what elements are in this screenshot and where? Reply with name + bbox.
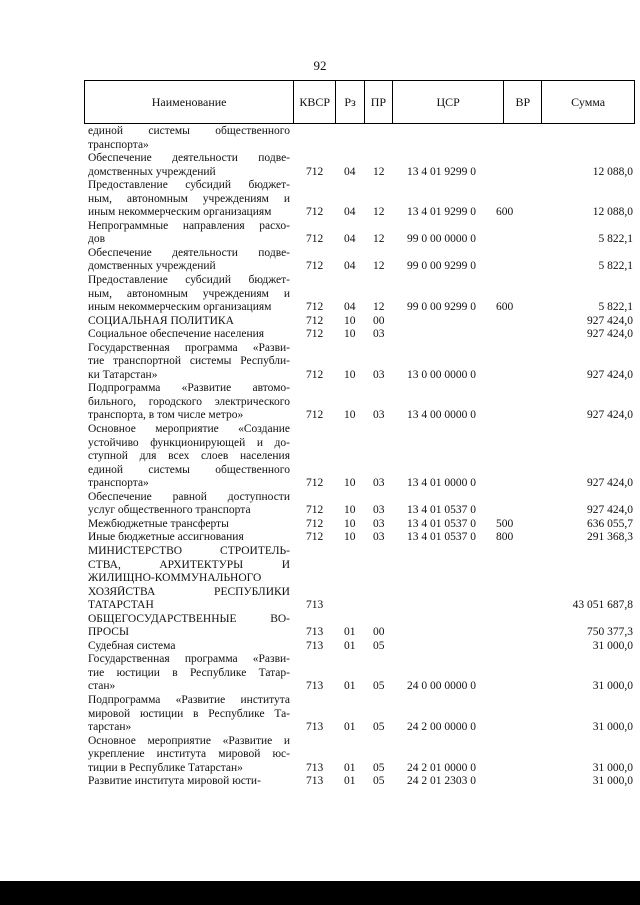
cell-sum: 31 000,0	[592, 639, 633, 652]
cell-sum: 31 000,0	[592, 680, 633, 693]
cell-csr: 13 4 01 0537 0	[407, 517, 476, 530]
row-name-line: единой системы общественного	[88, 463, 290, 476]
cell-kvsr: 712	[306, 165, 324, 178]
row-name-line: ным, автономным учреждениям и	[88, 192, 290, 205]
row-name-line: Иные бюджетные ассигнования	[88, 531, 244, 544]
cell-sum: 12 088,0	[592, 206, 633, 219]
cell-pr: 05	[373, 721, 385, 734]
row-values	[88, 409, 633, 423]
cell-rz: 01	[344, 639, 356, 652]
cell-csr: 99 0 00 0000 0	[407, 233, 476, 246]
row-name-line: ХОЗЯЙСТВА РЕСПУБЛИКИ	[88, 585, 290, 598]
cell-pr: 03	[373, 328, 385, 341]
cell-sum: 927 424,0	[587, 368, 633, 381]
table-row	[88, 694, 633, 735]
row-name-line: Основное мероприятие «Создание	[88, 423, 290, 436]
cell-csr: 24 0 00 0000 0	[407, 680, 476, 693]
cell-sum: 927 424,0	[587, 504, 633, 517]
cell-rz: 10	[344, 517, 356, 530]
cell-csr: 24 2 01 2303 0	[407, 775, 476, 788]
row-name-line: стан»	[88, 680, 116, 693]
cell-pr: 12	[373, 165, 385, 178]
row-values	[88, 260, 633, 274]
row-values	[88, 139, 633, 153]
cell-kvsr: 713	[306, 639, 324, 652]
row-values	[88, 775, 633, 789]
cell-csr: 13 0 00 0000 0	[407, 368, 476, 381]
header-pr: ПР	[365, 81, 393, 123]
cell-csr: 99 0 00 9299 0	[407, 260, 476, 273]
cell-sum: 750 377,3	[587, 626, 633, 639]
cell-kvsr: 713	[306, 626, 324, 639]
page-number: 92	[313, 58, 327, 73]
cell-rz: 01	[344, 775, 356, 788]
row-name-line: СОЦИАЛЬНАЯ ПОЛИТИКА	[88, 314, 234, 327]
table-row	[88, 315, 633, 329]
cell-sum: 5 822,1	[598, 260, 633, 273]
cell-sum: 291 368,3	[587, 531, 633, 544]
cell-rz: 10	[344, 368, 356, 381]
row-values	[88, 315, 633, 329]
row-name-line: Социальное обеспечение населения	[88, 328, 265, 341]
row-name-line: устойчиво функционирующей и до-	[88, 436, 290, 449]
cell-kvsr: 713	[306, 761, 324, 774]
cell-vr: 600	[496, 206, 514, 219]
cell-kvsr: 712	[306, 531, 324, 544]
table-row	[88, 247, 633, 274]
header-csr: ЦСР	[393, 81, 505, 123]
cell-csr: 99 0 00 9299 0	[407, 301, 476, 314]
cell-kvsr: 712	[306, 409, 324, 422]
row-name-line: Обеспечение деятельности подве-	[88, 246, 290, 259]
row-name-line: Судебная система	[88, 639, 176, 652]
row-values	[88, 301, 633, 315]
table-row	[88, 382, 633, 423]
row-name-line: ТАТАРСТАН	[88, 599, 154, 612]
cell-sum: 927 424,0	[587, 409, 633, 422]
cell-pr: 03	[373, 368, 385, 381]
row-name-line: Предоставление субсидий бюджет-	[88, 179, 290, 192]
row-name-line: тарстан»	[88, 721, 132, 734]
row-name-line: иным некоммерческим организациям	[88, 301, 272, 314]
scan-bottom-edge	[0, 881, 640, 905]
header-rz: Рз	[336, 81, 365, 123]
cell-sum: 927 424,0	[587, 314, 633, 327]
cell-rz: 04	[344, 233, 356, 246]
row-name-line: услуг общественного транспорта	[88, 504, 251, 517]
cell-vr: 800	[496, 531, 514, 544]
cell-pr: 03	[373, 477, 385, 490]
row-name-line: СТВА, АРХИТЕКТУРЫ И	[88, 558, 290, 571]
table-row	[88, 545, 633, 613]
cell-rz: 01	[344, 761, 356, 774]
row-name-line: Обеспечение равной доступности	[88, 490, 290, 503]
table-row	[88, 735, 633, 776]
cell-sum: 43 051 687,8	[572, 599, 633, 612]
row-name-line: единой системы общественного	[88, 125, 290, 137]
row-values	[88, 518, 633, 532]
cell-rz: 04	[344, 260, 356, 273]
table-row	[88, 152, 633, 179]
cell-sum: 927 424,0	[587, 328, 633, 341]
table-row	[88, 125, 633, 152]
cell-sum: 927 424,0	[587, 477, 633, 490]
cell-vr: 600	[496, 301, 514, 314]
cell-csr: 13 4 01 9299 0	[407, 165, 476, 178]
table-body	[88, 125, 633, 789]
cell-kvsr: 712	[306, 368, 324, 381]
cell-rz: 10	[344, 531, 356, 544]
table-row	[88, 640, 633, 654]
cell-rz: 10	[344, 409, 356, 422]
row-name-line: Развитие института мировой юсти-	[88, 775, 261, 788]
cell-kvsr: 713	[306, 680, 324, 693]
row-name-line: Подпрограмма «Развитие института	[88, 693, 290, 706]
row-values	[88, 721, 633, 735]
row-name-line: иным некоммерческим организациям	[88, 206, 272, 219]
row-values	[88, 166, 633, 180]
cell-kvsr: 713	[306, 721, 324, 734]
header-kvsr: КВСР	[294, 81, 336, 123]
header-sum: Сумма	[571, 94, 606, 109]
row-name-line: транспорта»	[88, 138, 149, 151]
cell-kvsr: 712	[306, 504, 324, 517]
row-values	[88, 233, 633, 247]
cell-sum: 12 088,0	[592, 165, 633, 178]
table-row	[88, 531, 633, 545]
row-name-line: укрепление института мировой юс-	[88, 748, 290, 761]
row-values	[88, 640, 633, 654]
cell-kvsr: 712	[306, 206, 324, 219]
header-vr: ВР	[504, 81, 542, 123]
cell-rz: 04	[344, 206, 356, 219]
cell-csr: 13 4 01 9299 0	[407, 206, 476, 219]
cell-pr: 03	[373, 409, 385, 422]
header-name: Наименование	[85, 81, 294, 123]
row-name-line: домственных учреждений	[88, 165, 216, 178]
table-row	[88, 342, 633, 383]
row-values	[88, 328, 633, 342]
table-row	[88, 423, 633, 491]
row-name-line: ЖИЛИЩНО-КОММУНАЛЬНОГО	[88, 572, 262, 585]
cell-pr: 12	[373, 206, 385, 219]
row-values	[88, 531, 633, 545]
cell-rz: 10	[344, 314, 356, 327]
cell-kvsr: 712	[306, 260, 324, 273]
row-name-line: ки Татарстан»	[88, 368, 158, 381]
row-name-line: домственных учреждений	[88, 260, 216, 273]
row-values	[88, 477, 633, 491]
cell-kvsr: 712	[306, 477, 324, 490]
cell-csr: 13 4 01 0537 0	[407, 531, 476, 544]
cell-kvsr: 712	[306, 517, 324, 530]
row-name-line: Непрограммные направления расхо-	[88, 219, 290, 232]
cell-vr: 500	[496, 517, 514, 530]
cell-kvsr: 712	[306, 301, 324, 314]
row-values	[88, 504, 633, 518]
cell-rz: 01	[344, 680, 356, 693]
cell-pr: 05	[373, 680, 385, 693]
cell-csr: 13 4 01 0000 0	[407, 477, 476, 490]
row-name-line: Предоставление субсидий бюджет-	[88, 274, 290, 287]
table-row	[88, 613, 633, 640]
cell-kvsr: 712	[306, 233, 324, 246]
row-values	[88, 626, 633, 640]
row-values	[88, 369, 633, 383]
table-row	[88, 491, 633, 518]
cell-pr: 05	[373, 761, 385, 774]
cell-sum: 5 822,1	[598, 301, 633, 314]
table-header	[84, 80, 635, 124]
row-name-line: Подпрограмма «Развитие автомо-	[88, 382, 290, 395]
row-values	[88, 762, 633, 776]
table-row	[88, 274, 633, 315]
cell-kvsr: 712	[306, 328, 324, 341]
cell-pr: 03	[373, 531, 385, 544]
table-row	[88, 179, 633, 220]
row-values	[88, 680, 633, 694]
table-row	[88, 775, 633, 789]
cell-csr: 24 2 00 0000 0	[407, 721, 476, 734]
row-name-line: Межбюджетные трансферты	[88, 517, 229, 530]
row-name-line: ОБЩЕГОСУДАРСТВЕННЫЕ ВО-	[88, 612, 290, 625]
cell-sum: 5 822,1	[598, 233, 633, 246]
cell-csr: 13 4 01 0537 0	[407, 504, 476, 517]
row-name-line: тиции в Республике Татарстан»	[88, 761, 243, 774]
row-values	[88, 599, 633, 613]
cell-sum: 31 000,0	[592, 775, 633, 788]
cell-pr: 00	[373, 626, 385, 639]
row-name-line: транспорта, в том числе метро»	[88, 409, 244, 422]
row-name-line: тие транспортной системы Республи-	[88, 355, 290, 368]
cell-pr: 12	[373, 301, 385, 314]
table-row	[88, 653, 633, 694]
cell-pr: 03	[373, 504, 385, 517]
row-name-line: ным, автономным учреждениям и	[88, 287, 290, 300]
cell-pr: 05	[373, 639, 385, 652]
row-name-line: тие юстиции в Республике Татар-	[88, 666, 290, 679]
cell-kvsr: 713	[306, 599, 324, 612]
row-name-line: МИНИСТЕРСТВО СТРОИТЕЛЬ-	[88, 544, 290, 557]
row-name-line: мировой юстиции в Республике Та-	[88, 707, 290, 720]
cell-csr: 24 2 01 0000 0	[407, 761, 476, 774]
row-name-line: дов	[88, 233, 106, 246]
row-name-line: транспорта»	[88, 477, 149, 490]
cell-sum: 636 055,7	[587, 517, 633, 530]
cell-rz: 10	[344, 477, 356, 490]
row-name-line: бильного, городского электрического	[88, 395, 290, 408]
table-row	[88, 220, 633, 247]
row-name-line: ПРОСЫ	[88, 626, 129, 639]
cell-kvsr: 713	[306, 775, 324, 788]
cell-rz: 10	[344, 504, 356, 517]
row-name-line: Основное мероприятие «Развитие и	[88, 734, 290, 747]
cell-pr: 05	[373, 775, 385, 788]
table-row	[88, 328, 633, 342]
row-name-line: ступной для всех слоев населения	[88, 450, 290, 463]
cell-csr: 13 4 00 0000 0	[407, 409, 476, 422]
cell-rz: 04	[344, 301, 356, 314]
cell-rz: 01	[344, 721, 356, 734]
table-row	[88, 518, 633, 532]
row-name-line: Обеспечение деятельности подве-	[88, 152, 290, 165]
cell-pr: 12	[373, 233, 385, 246]
row-name-line: Государственная программа «Разви-	[88, 653, 290, 666]
cell-kvsr: 712	[306, 314, 324, 327]
row-values	[88, 206, 633, 220]
cell-pr: 03	[373, 517, 385, 530]
row-name-line: Государственная программа «Разви-	[88, 341, 290, 354]
cell-sum: 31 000,0	[592, 761, 633, 774]
cell-pr: 12	[373, 260, 385, 273]
cell-rz: 01	[344, 626, 356, 639]
cell-sum: 31 000,0	[592, 721, 633, 734]
cell-pr: 00	[373, 314, 385, 327]
cell-rz: 10	[344, 328, 356, 341]
cell-rz: 04	[344, 165, 356, 178]
